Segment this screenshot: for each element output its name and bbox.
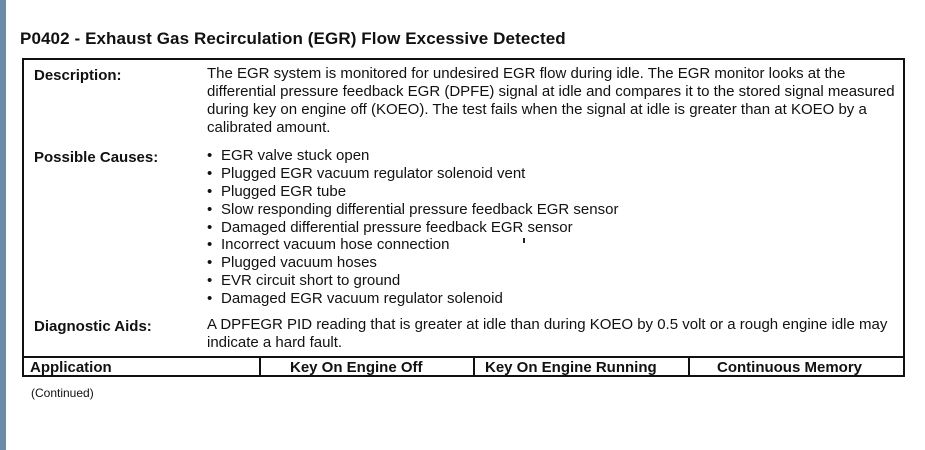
application-cell: Application: [30, 359, 112, 376]
column-divider: [259, 356, 261, 377]
list-item: • EGR valve stuck open: [207, 147, 897, 165]
diagnostic-aids-label: Diagnostic Aids:: [34, 318, 152, 335]
list-item: • Plugged EGR vacuum regulator solenoid vent: [207, 165, 897, 183]
koeo-cell: Key On Engine Off: [290, 359, 423, 376]
list-item: • Damaged differential pressure feedback EGR sensor: [207, 219, 897, 237]
scan-speck: [523, 238, 525, 243]
list-item: • Plugged EGR tube: [207, 183, 897, 201]
diagnostic-aids-text: A DPFEGR PID reading that is greater at idle than during KOEO by 0.5 volt or a rough engine idle may indicate a hard fault.: [207, 316, 888, 351]
continuous-memory-cell: Continuous Memory: [717, 359, 862, 376]
column-divider: [688, 356, 690, 377]
list-item: • Damaged EGR vacuum regulator solenoid: [207, 290, 897, 308]
list-item: • Slow responding differential pressure feedback EGR sensor: [207, 201, 897, 219]
possible-causes-list: [207, 147, 897, 308]
left-edge-border: [0, 0, 6, 450]
list-item: • Incorrect vacuum hose connection: [207, 236, 897, 254]
page-title: P0402 - Exhaust Gas Recirculation (EGR) Flow Excessive Detected: [20, 29, 566, 48]
list-item: • EVR circuit short to ground: [207, 272, 897, 290]
koer-cell: Key On Engine Running: [485, 359, 657, 376]
column-divider: [473, 356, 475, 377]
dtc-table: [22, 58, 905, 377]
continued-note: (Continued): [31, 386, 94, 400]
possible-causes-label: Possible Causes:: [34, 149, 159, 166]
description-text: The EGR system is monitored for undesired EGR flow during idle. The EGR monitor looks at the differential pressure feedback EGR (DPFE) signal at idle and compares it to the stored signal measured during key on engine off (KOEO). The test fails when the signal at idle is greater than at KOEO by a calibrated amount.: [207, 65, 895, 136]
list-item: • Plugged vacuum hoses: [207, 254, 897, 272]
description-label: Description:: [34, 67, 122, 84]
